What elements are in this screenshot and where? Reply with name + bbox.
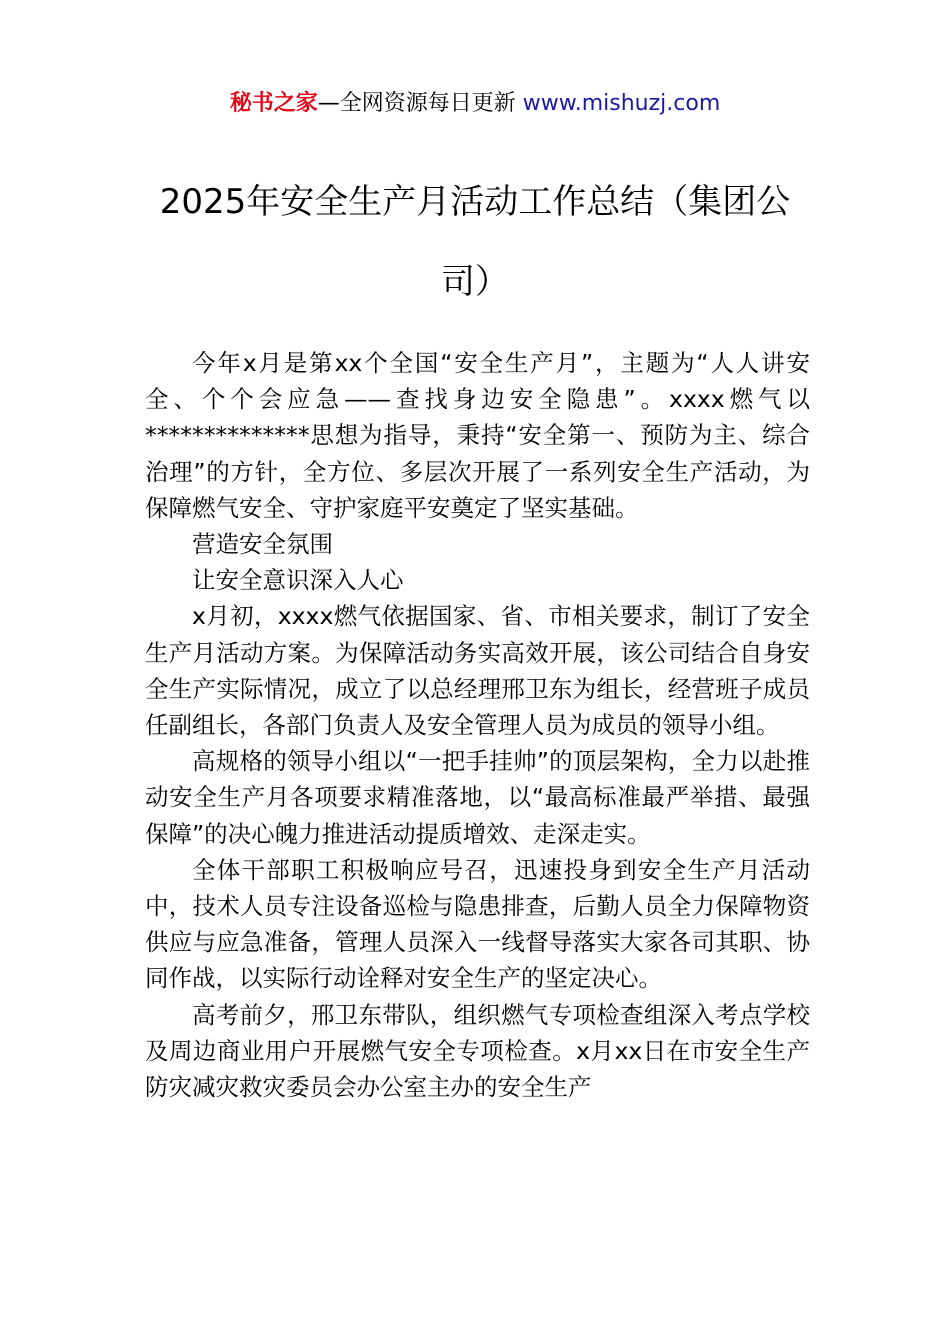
site-header	[0, 88, 950, 120]
paragraph: 高考前夕，邢卫东带队，组织燃气专项检查组深入考点学校及周边商业用户开展燃气安全专项检查。x月xx日在市安全生产防灾减灾救灾委员会办公室主办的安全生产	[145, 1000, 810, 1102]
section-heading: 营造安全氛围	[192, 530, 333, 559]
document-title: 2025年安全生产月活动工作总结（集团公司）	[159, 182, 791, 302]
paragraph-intro: 今年x月是第xx个全国“安全生产月”，主题为“人人讲安全、个个会应急——查找身边安全隐患”。xxxx燃气以**************思想为指导，秉持“安全第一、预防为主、综合治理”的方针，全方位、多层次开展了一系列安全生产活动，为保障燃气安全、守护家庭平安奠定了坚实基础。	[145, 349, 810, 522]
site-url-link[interactable]: www.mishuzj.com	[522, 91, 721, 116]
header-tagline: —全网资源每日更新	[317, 91, 516, 116]
section-subheading: 让安全意识深入人心	[192, 566, 404, 595]
paragraph: 高规格的领导小组以“一把手挂帅”的顶层架构，全力以赴推动安全生产月各项要求精准落地，以“最高标准最严举措、最强保障”的决心魄力推进活动提质增效、走深走实。	[145, 747, 810, 848]
document-body	[145, 345, 810, 1105]
brand-name: 秘书之家	[229, 91, 318, 116]
paragraph: 全体干部职工积极响应号召，迅速投身到安全生产月活动中，技术人员专注设备巡检与隐患排查，后勤人员全力保障物资供应与应急准备，管理人员深入一线督导落实大家各司其职、协同作战，以实际行动诠释对安全生产的坚定决心。	[145, 855, 810, 993]
paragraph: x月初，xxxx燃气依据国家、省、市相关要求，制订了安全生产月活动方案。为保障活动务实高效开展，该公司结合自身安全生产实际情况，成立了以总经理邢卫东为组长，经营班子成员任副组长，各部门负责人及安全管理人员为成员的领导小组。	[145, 602, 810, 740]
